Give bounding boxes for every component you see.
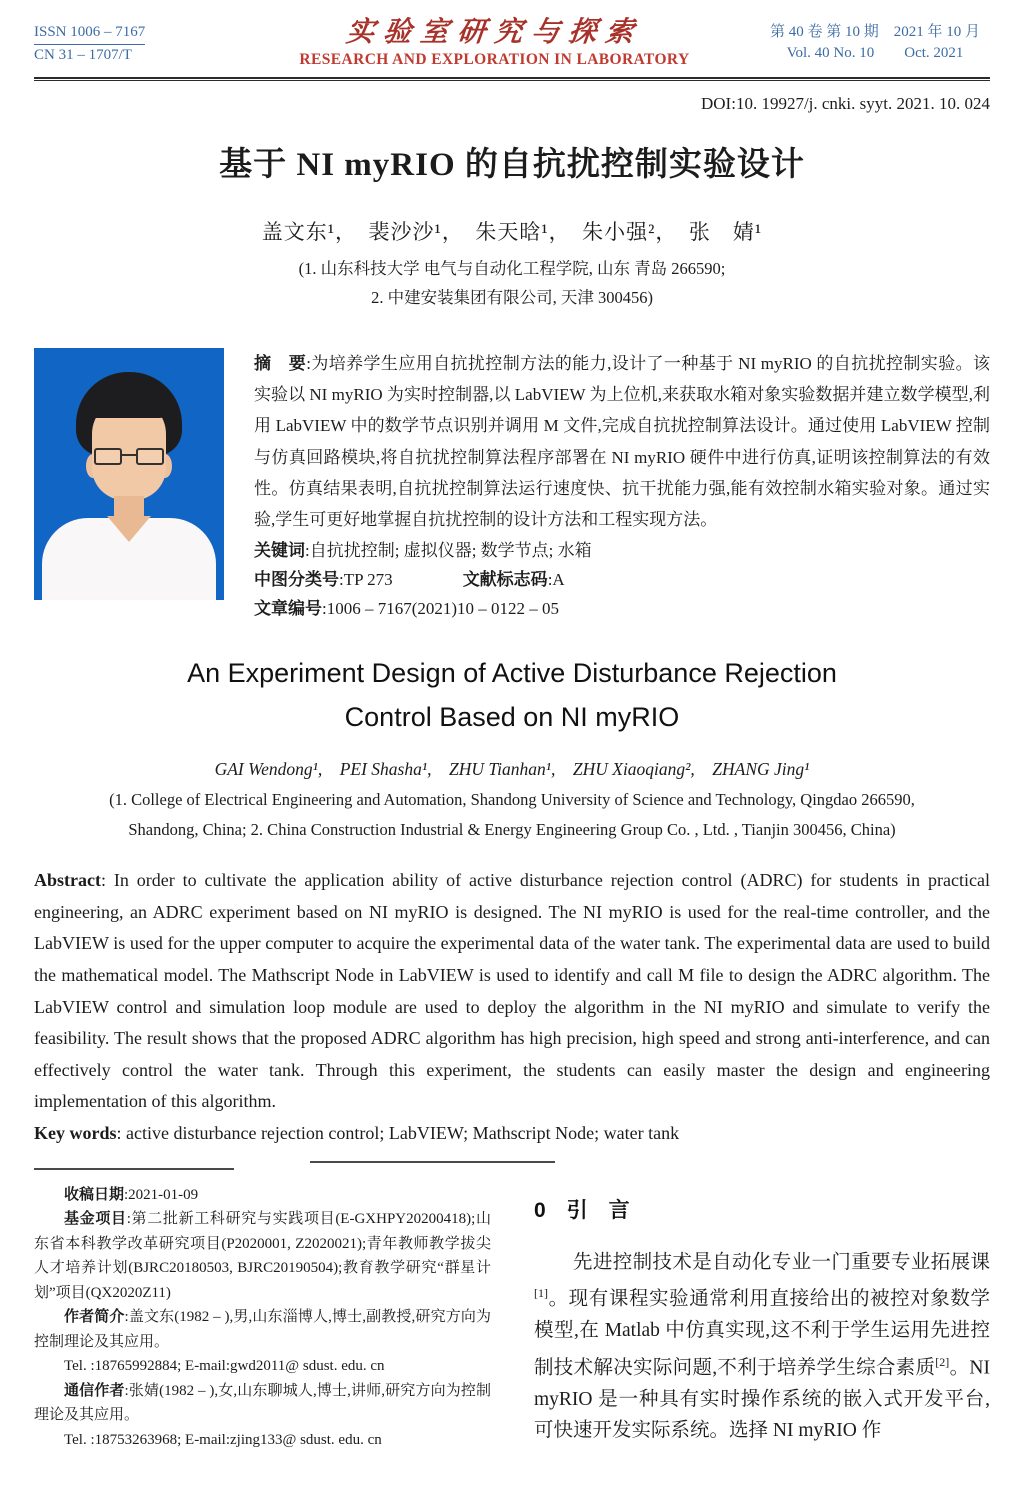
article-id-label: 文章编号	[254, 599, 322, 619]
introduction-paragraph: 先进控制技术是自动化专业一门重要专业拓展课[1]。现有课程实验通常利用直接给出的被控对象数学模型,在 Matlab 中仿真实现,这不利于学生运用先进控制技术解决实际问题,不利于培养学生综合素质[2]。NI myRIO 是一种具有实时操作系统的嵌入式开发平台,可快速开发实际系统。选择 NI myRIO 作	[534, 1251, 990, 1442]
affiliation-english-line-2: Shandong, China; 2. China Construction Industrial & Energy Engineering Group Co. , Ltd. , Tianjin 300456, China)	[128, 820, 896, 840]
affiliations-chinese	[34, 254, 990, 312]
journal-title-block	[229, 16, 760, 70]
issue-block	[760, 16, 990, 64]
footnote-column	[34, 1183, 491, 1453]
section-heading-introduction: 0 引 言	[534, 1198, 630, 1222]
corresponding-author-line	[34, 1379, 491, 1428]
article-title-english	[34, 651, 990, 739]
cn-number: CN 31 – 1707/T	[34, 47, 132, 63]
abstract-label: 摘 要	[254, 354, 307, 373]
contact-line-2: Tel. :18753263968; E-mail:zjing133@ sdust. edu. cn	[64, 1431, 382, 1448]
masthead-rule	[34, 77, 990, 81]
article-id-value: :1006 – 7167(2021)10 – 0122 – 05	[322, 599, 560, 619]
received-value: :2021-01-09	[124, 1186, 199, 1203]
abstract-paragraph	[254, 348, 990, 535]
keywords-english-text: : active disturbance rejection control; LabVIEW; Mathscript Node; water tank	[116, 1122, 680, 1143]
doc-code-label: 文献标志码	[462, 570, 548, 590]
bio-label: 作者简介	[64, 1308, 125, 1326]
citation-ref-1: [1]	[534, 1286, 548, 1301]
issue-info-english: Vol. 40 No. 10 Oct. 2021	[786, 45, 964, 61]
authors-chinese: 盖文东¹， 裴沙沙¹， 朱天晗¹， 朱小强²， 张 婧¹	[261, 220, 763, 244]
affiliation-line-1: (1. 山东科技大学 电气与自动化工程学院, 山东 青岛 266590;	[298, 259, 726, 278]
received-label: 收稿日期	[64, 1185, 125, 1203]
abstract-chinese	[254, 348, 990, 623]
photo-hair-fringe	[86, 390, 172, 418]
keywords-divider-rule	[310, 1161, 555, 1163]
title-english-line-2: Control Based on NI myRIO	[344, 702, 680, 733]
author-bio-line	[34, 1305, 491, 1354]
title-english-line-1: An Experiment Design of Active Disturbance Rejection	[187, 658, 837, 689]
issn-number: ISSN 1006 – 7167	[34, 22, 145, 45]
keywords-label: 关键词	[254, 541, 305, 561]
abstract-english-label: Abstract	[34, 870, 101, 891]
introduction-column	[534, 1183, 990, 1453]
affiliations-english	[34, 785, 990, 845]
affiliation-line-2: 2. 中建安装集团有限公司, 天津 300456)	[371, 288, 653, 307]
funding-label: 基金项目	[64, 1210, 127, 1228]
abstract-english-text: : In order to cultivate the application ability of active disturbance rejection control (ADRC) for students in practical engineering, an ADRC experiment based on NI myRIO is designed. The NI myRIO is used for the real-time controller, and the LabVIEW is used for the upper computer to acquire the experimental data of the water tank. The experimental data are used to build the mathematical model. The Mathscript Node in LabVIEW is used to identify and call M file to design the ADRC algorithm. The LabVIEW control and simulation loop module are used to deploy the algorithm in the NI myRIO and simulate to verify the feasibility. The result shows that the proposed ADRC algorithm has high precision, high speed and strong anti-interference, and can effectively control the water tank. Through this experiment, the students can easily master the design and engineering implementation of this algorithm.	[34, 870, 990, 1112]
clc-label: 中图分类号	[254, 570, 339, 590]
abstract-text: :为培养学生应用自抗扰控制方法的能力,设计了一种基于 NI myRIO 的自抗扰控制实验。该实验以 NI myRIO 为实时控制器,以 LabVIEW 为上位机,来获取水箱对象实验数据并建立数学模型,利用 LabVIEW 中的数学节点识别并调用 M 文件,完成自抗扰控制算法设计。通过使用 LabVIEW 控制与仿真回路模块,将自抗扰控制算法程序部署在 NI myRIO 硬件中进行仿真,证明该控制算法的有效性。仿真结果表明,自抗扰控制算法运行速度快、抗干扰能力强,能有效控制水箱实验对象。通过实验,学生可更好地掌握自抗扰控制的设计方法和工程实现方法。	[254, 354, 990, 530]
classification-line	[254, 565, 990, 594]
received-date-line	[34, 1183, 491, 1208]
corresponding-value: :张婧(1982 – ),女,山东聊城人,博士,讲师,研究方向为控制理论及其应用。	[34, 1382, 491, 1424]
footnote-rule	[34, 1168, 234, 1170]
photo-collar	[107, 516, 151, 542]
affiliation-english-line-1: (1. College of Electrical Engineering and Automation, Shandong University of Science and Technology, Qingdao 266590,	[109, 790, 915, 810]
issue-info-chinese: 第 40 卷 第 10 期 2021 年 10 月	[769, 24, 980, 40]
keywords-line	[254, 536, 990, 565]
journal-name-english: RESEARCH AND EXPLORATION IN LABORATORY	[299, 51, 690, 68]
issn-block	[34, 16, 229, 66]
journal-masthead	[34, 16, 990, 70]
clc-value: :TP 273	[339, 570, 393, 590]
photo-glasses	[93, 448, 165, 468]
keywords-text: :自抗扰控制; 虚拟仪器; 数学节点; 水箱	[305, 541, 592, 561]
page-bottom	[34, 1183, 990, 1453]
keywords-english-label: Key words	[34, 1122, 117, 1143]
authors-english: GAI Wendong¹, PEI Shasha¹, ZHU Tianhan¹, ZHU Xiaoqiang², ZHANG Jing¹	[214, 759, 810, 780]
citation-ref-2: [2]	[935, 1354, 950, 1369]
doi-line: DOI:10. 19927/j. cnki. syyt. 2021. 10. 024	[701, 94, 990, 113]
keywords-english	[34, 1118, 990, 1150]
corresponding-label: 通信作者	[64, 1381, 125, 1399]
article-title-chinese: 基于 NI myRIO 的自抗扰控制实验设计	[219, 147, 805, 183]
abstract-english	[34, 865, 990, 1118]
author-photo	[34, 348, 224, 600]
contact-line-1: Tel. :18765992884; E-mail:gwd2011@ sdust. edu. cn	[64, 1358, 385, 1375]
funding-line	[34, 1207, 491, 1305]
doc-code-value: :A	[547, 570, 565, 590]
bio-value: :盖文东(1982 – ),男,山东淄博人,博士,副教授,研究方向为控制理论及其应用。	[34, 1309, 491, 1350]
abstract-section	[34, 348, 990, 623]
funding-value: :第二批新工科研究与实践项目(E-GXHPY20200418);山东省本科教学改革研究项目(P2020001, Z2020021);青年教师教学拔尖人才培养计划(BJRC20180503, BJRC20190504);教育教学研究“群星计划”项目(QX2020Z11)	[34, 1211, 491, 1301]
journal-name-chinese: 实验室研究与探索	[344, 15, 645, 48]
article-id-line	[254, 594, 990, 623]
